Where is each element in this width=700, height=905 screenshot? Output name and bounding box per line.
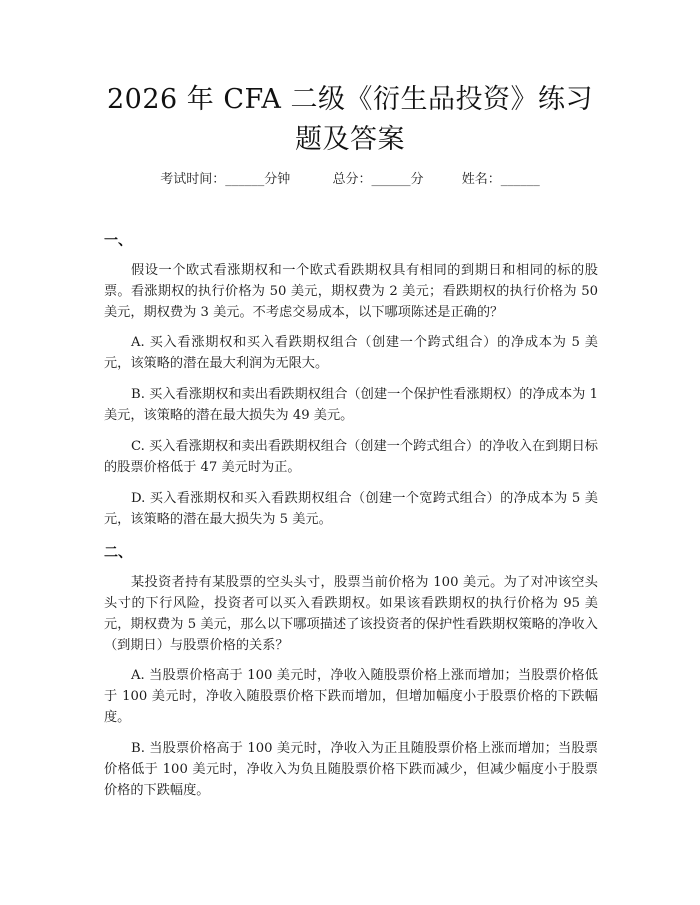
exam-name: 姓名：______ [461,172,540,187]
question-text: 某投资者持有某股票的空头头寸，股票当前价格为 100 美元。为了对冲该空头头寸的下行风险，投资者可以买入看跌期权。如果该看跌期权的执行价格为 95 美元，期权费为 5 美元，那么以下哪项描述了该投资者的保护性看跌期权策略的净收入（到期日）与股票价格的关系？ [104,575,598,653]
exam-time: 考试时间：______分钟 [160,172,291,187]
exam-meta [0,168,700,187]
option-a: A. 买入看涨期权和买入看跌期权组合（创建一个跨式组合）的净成本为 5 美元，该策略的潜在最大利润为无限大。 [104,335,598,371]
option-b: B. 买入看涨期权和卖出看跌期权组合（创建一个保护性看涨期权）的净成本为 1 美元，该策略的潜在最大损失为 49 美元。 [104,387,598,423]
question-text: 假设一个欧式看涨期权和一个欧式看跌期权具有相同的到期日和相同的标的股票。看涨期权的执行价格为 50 美元，期权费为 2 美元；看跌期权的执行价格为 50 美元，期权费为 3 美元。不考虑交易成本，以下哪项陈述是正确的？ [104,263,598,320]
document-title: 2026 年 CFA 二级《衍生品投资》练习题及答案 [106,84,593,155]
option-b: B. 当股票价格高于 100 美元时，净收入为正且随股票价格上涨而增加；当股票价格低于 100 美元时，净收入为负且随股票价格下跌而减少，但减少幅度小于股票价格的下跌幅度。 [104,741,598,798]
exam-score: 总分：______分 [332,172,424,187]
option-d: D. 买入看涨期权和买入看跌期权组合（创建一个宽跨式组合）的净成本为 5 美元，该策略的潜在最大损失为 5 美元。 [104,491,598,527]
option-c: C. 买入看涨期权和卖出看跌期权组合（创建一个跨式组合）的净收入在到期日标的股票价格低于 47 美元时为正。 [104,439,598,475]
section-heading: 二、 [104,545,132,561]
section-heading: 一、 [104,233,132,249]
option-a: A. 当股票价格高于 100 美元时，净收入随股票价格上涨而增加；当股票价格低于 100 美元时，净收入随股票价格下跌而增加，但增加幅度小于股票价格的下跌幅度。 [104,668,598,725]
